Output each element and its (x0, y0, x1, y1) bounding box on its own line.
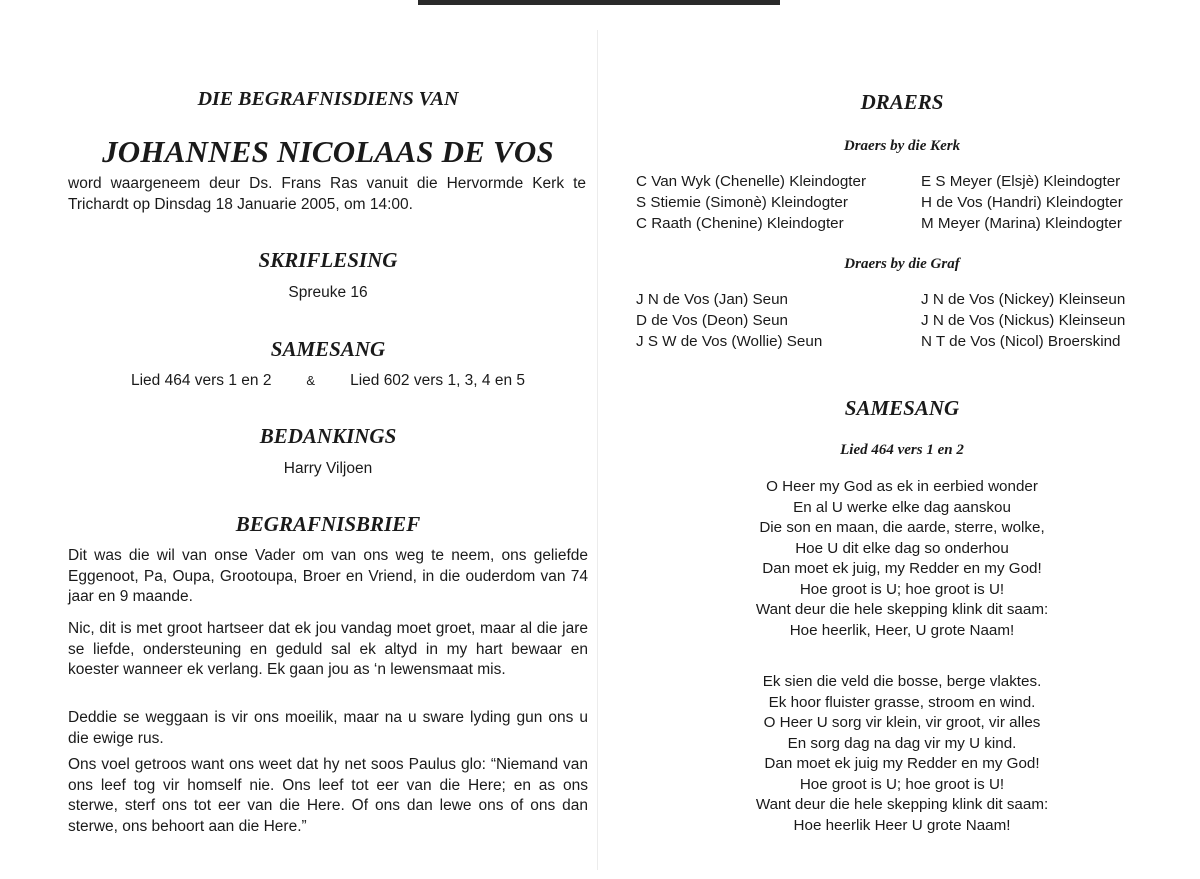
skriflesing-heading: SKRIFLESING (258, 248, 398, 272)
draers-graf-list (636, 289, 1125, 352)
draers-graf-column-1 (636, 289, 921, 352)
deceased-name: JOHANNES NICOLAAS DE VOS (102, 134, 554, 169)
bedankings-heading: BEDANKINGS (259, 424, 397, 448)
samesang-separator: & (306, 373, 316, 388)
hymn-line: Hoe groot is U; hoe groot is U! (799, 580, 1005, 598)
samesang-heading: SAMESANG (270, 337, 386, 361)
begrafnisbrief-heading: BEGRAFNISBRIEF (235, 512, 421, 536)
draer-item: C Raath (Chenine) Kleindogter (636, 215, 844, 232)
draer-item: N T de Vos (Nicol) Broerskind (921, 333, 1121, 350)
hymn-line: Hoe heerlik, Heer, U grote Naam! (789, 621, 1015, 639)
draers-kerk-column-2 (921, 171, 1123, 234)
samesang-lied-1: Lied 464 vers 1 en 2 (130, 372, 272, 389)
letter-paragraph-4: Ons voel getroos want ons weet dat hy net soos Paulus glo: “Niemand van ons leef tog vir homself nie. Ons leef tot eer van die Here; en as ons sterwe, sterf ons tot eer van die Here. Of ons dan lewe ons of ons dan sterwe, ons behoort aan die Here.” (68, 756, 588, 835)
bedankings-text: Harry Viljoen (283, 460, 373, 477)
hymn-heading: SAMESANG (844, 396, 960, 420)
skriflesing-text: Spreuke 16 (288, 284, 368, 301)
draer-item: D de Vos (Deon) Seun (636, 312, 788, 329)
hymn-line: Die son en maan, die aarde, sterre, wolke, (759, 519, 1045, 536)
draer-item: C Van Wyk (Chenelle) Kleindogter (636, 173, 867, 190)
hymn-line: En sorg dag na dag vir my U kind. (787, 734, 1017, 752)
samesang-lied-2: Lied 602 vers 1, 3, 4 en 5 (350, 372, 526, 389)
draers-graf-column-2 (921, 289, 1125, 352)
draers-graf-heading: Draers by die Graf (844, 256, 960, 272)
draer-item: S Stiemie (Simonè) Kleindogter (636, 194, 848, 211)
hymn-line: Want deur die hele skepping klink dit saam: (755, 601, 1049, 618)
hymn-line: O Heer U sorg vir klein, vir groot, vir alles (763, 714, 1041, 731)
left-page (58, 0, 598, 879)
hymn-line: Hoe groot is U; hoe groot is U! (799, 775, 1005, 793)
draers-kerk-column-1 (636, 171, 921, 234)
draer-item: J S W de Vos (Wollie) Seun (636, 333, 823, 350)
letter-paragraph-3: Deddie se weggaan is vir ons moeilik, maar na u sware lyding gun ons u die ewige rus. (68, 709, 588, 747)
hymn-line: Hoe U dit elke dag so onderhou (795, 539, 1009, 557)
draer-item: M Meyer (Marina) Kleindogter (921, 215, 1122, 232)
samesang-songs (58, 370, 598, 391)
hymn-line: Dan moet ek juig, my Redder en my God! (762, 560, 1042, 577)
draer-item: J N de Vos (Nickey) Kleinseun (921, 291, 1126, 308)
letter-paragraph-2: Nic, dit is met groot hartseer dat ek jou vandag moet groet, maar al die jare se liefde, ondersteuning en geduld sal ek altyd in my hart bewaar en koester wanneer ek verlang. Ek gaan jou as ‘n lewensmaat mis. (68, 620, 588, 678)
draer-item: J N de Vos (Jan) Seun (636, 291, 788, 308)
hymn-verse-2 (612, 672, 1192, 836)
hymn-line: O Heer my God as ek in eerbied wonder (766, 478, 1038, 495)
hymn-line: Ek hoor fluister grasse, stroom en wind. (768, 693, 1036, 711)
draers-kerk-heading: Draers by die Kerk (843, 138, 961, 154)
draer-item: J N de Vos (Nickus) Kleinseun (921, 312, 1126, 329)
hymn-line: Hoe heerlik Heer U grote Naam! (793, 816, 1011, 834)
hymn-line: En al U werke elke dag aanskou (793, 498, 1011, 516)
letter-paragraph-1: Dit was die wil van onse Vader om van ons weg te neem, ons geliefde Eggenoot, Pa, Oupa, Grootoupa, Broer en Vriend, in die ouderdom van 74 jaar en 9 maande. (68, 547, 588, 605)
service-title: DIE BEGRAFNISDIENS VAN (197, 88, 459, 110)
hymn-verse-1 (612, 477, 1192, 641)
service-intro: word waargeneem deur Ds. Frans Ras vanuit die Hervormde Kerk te Trichardt op Dinsdag 18 Januarie 2005, om 14:00. (68, 175, 586, 213)
draers-kerk-list (636, 171, 1123, 234)
draer-item: H de Vos (Handri) Kleindogter (921, 194, 1123, 211)
hymn-line: Ek sien die veld die bosse, berge vlaktes. (762, 673, 1042, 690)
hymn-subheading: Lied 464 vers 1 en 2 (840, 442, 964, 458)
hymn-line: Want deur die hele skepping klink dit saam: (755, 796, 1049, 813)
hymn-line: Dan moet ek juig my Redder en my God! (764, 755, 1040, 772)
draers-heading: DRAERS (860, 90, 944, 114)
right-page (612, 0, 1192, 879)
draer-item: E S Meyer (Elsjè) Kleindogter (921, 173, 1121, 190)
